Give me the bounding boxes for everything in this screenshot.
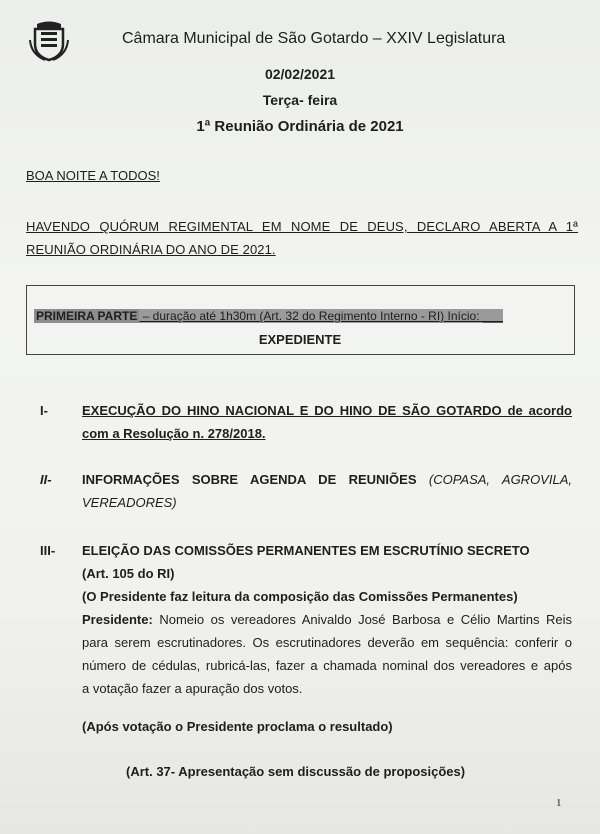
item-election-article: (Art. 105 do RI) [82, 566, 175, 581]
item-agenda-paren: (COPASA, AGROVILA, [428, 472, 572, 487]
item-election-title: ELEIÇÃO DAS COMISSÕES PERMANENTES EM ESCRUTÍNIO SECRETO [82, 543, 530, 558]
first-part-detail: – duração até 1h30m (Art. 32 do Regimento Interno - RI) Início: ___ [139, 309, 503, 323]
meeting-title: 1ª Reunião Ordinária de 2021 [196, 118, 404, 135]
first-part-label: PRIMEIRA PARTE [36, 309, 138, 323]
quorum-declaration [26, 215, 578, 261]
speaker-label: Presidente: [82, 612, 153, 627]
session-weekday: Terça- feira [262, 92, 338, 108]
first-part-heading [34, 309, 503, 323]
item-election-speech-4: a votação fazer a apuração dos votos. [82, 681, 303, 696]
quorum-line-1: HAVENDO QUÓRUM REGIMENTAL EM NOME DE DEUS, DECLARO ABERTA A 1ª [26, 219, 578, 234]
session-date: 02/02/2021 [264, 66, 336, 82]
item-number: III- [40, 543, 56, 558]
item-anthems-line-2: com a Resolução n. 278/2018. [82, 426, 266, 441]
page-number: 1 [556, 797, 562, 809]
institution-header: Câmara Municipal de São Gotardo – XXIV Legislatura [122, 30, 506, 47]
item-anthems [82, 399, 572, 445]
item-anthems-line-1: EXECUÇÃO DO HINO NACIONAL E DO HINO DE SÃO GOTARDO de acordo [82, 403, 572, 418]
item-agenda-line-1 [82, 468, 572, 491]
item-election-speech-3: número de cédulas, rubricá-las, fazer a chamada nominal dos vereadores e após [82, 658, 572, 673]
item-agenda-line-2: VEREADORES) [82, 495, 177, 510]
section-expediente: EXPEDIENTE [258, 332, 342, 347]
vote-result-note: (Após votação o Presidente proclama o resultado) [82, 719, 393, 734]
item-election-speech-1: Presidente: Nomeio os vereadores Anivaldo José Barbosa e Célio Martins Reis [82, 612, 572, 627]
item-election [82, 539, 572, 700]
item-number: I- [40, 403, 48, 418]
quorum-line-2: REUNIÃO ORDINÁRIA DO ANO DE 2021. [26, 242, 276, 257]
greeting: BOA NOITE A TODOS! [26, 168, 160, 183]
municipal-coat-of-arms-icon [27, 18, 71, 62]
article-37-note: (Art. 37- Apresentação sem discussão de proposições) [126, 764, 466, 779]
item-election-speech-2: para serem escrutinadores. Os escrutinadores deverão em sequência: conferir o [82, 635, 572, 650]
item-number: II- [40, 472, 52, 487]
item-election-note: (O Presidente faz leitura da composição das Comissões Permanentes) [82, 589, 518, 604]
item-agenda [82, 468, 572, 514]
item-agenda-title: INFORMAÇÕES SOBRE AGENDA DE REUNIÕES [82, 472, 417, 487]
